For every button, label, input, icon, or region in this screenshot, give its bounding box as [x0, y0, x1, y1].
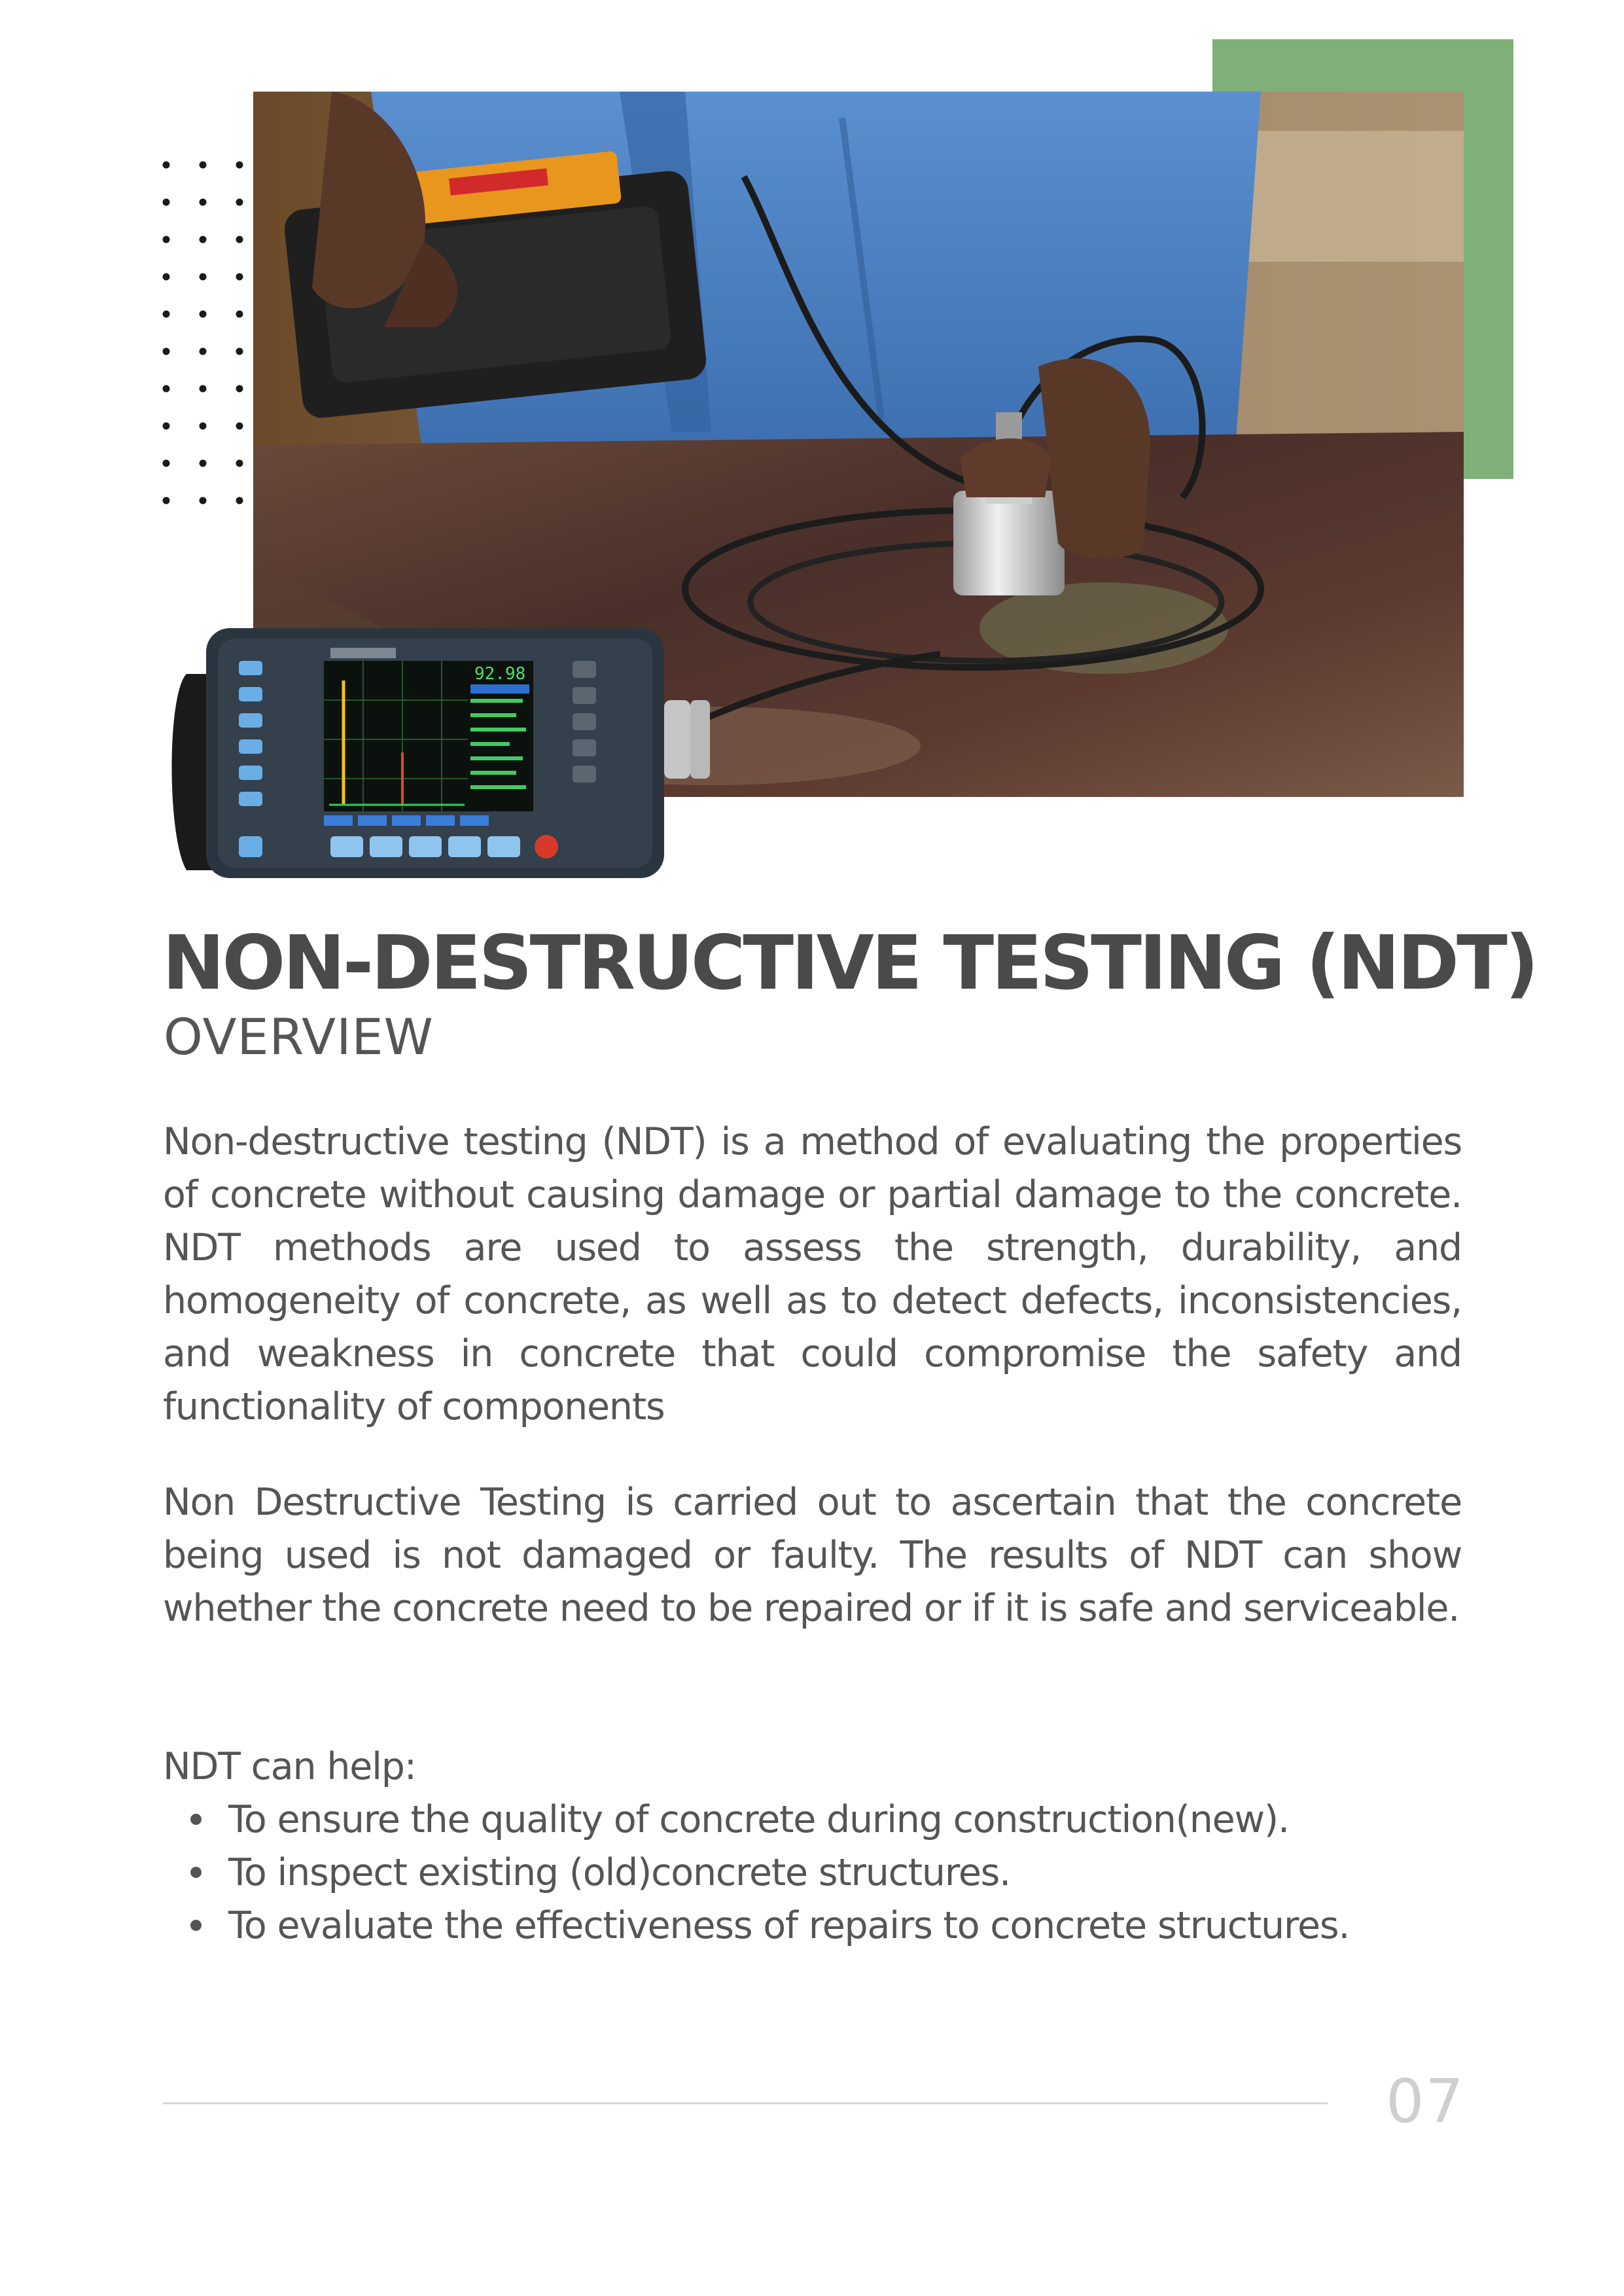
grid-dot: [163, 460, 170, 467]
grid-dot: [200, 423, 207, 430]
grid-dot: [200, 311, 207, 318]
grid-dot: [200, 385, 207, 393]
grid-dot: [236, 274, 243, 281]
page-number: 07: [1386, 2066, 1466, 2136]
grid-dot: [200, 162, 207, 169]
overview-paragraph-2: Non Destructive Testing is carried out to ascertain that the concrete being used is not damaged or faulty. The results of NDT can show whether the concrete need to be repaired or if it is safe and serviceable.: [163, 1481, 1462, 1630]
benefits-list: [163, 1793, 1349, 1952]
list-item-text: To inspect existing (old)concrete structures.: [228, 1851, 1011, 1894]
grid-dot: [236, 199, 243, 206]
grid-dot: [163, 199, 170, 206]
overview-paragraph-1: Non-destructive testing (NDT) is a method of evaluating the properties of concrete without causing damage or partial damage to the concrete. NDT methods are used to assess the strength, durability, and homogeneity of concrete, as well as to detect defects, inconsistencies, and weakness in concrete that could compromise the safety and functionality of components: [163, 1120, 1462, 1428]
grid-dot: [163, 497, 170, 504]
list-intro: NDT can help:: [163, 1745, 416, 1788]
grid-dot: [163, 236, 170, 243]
grid-dot: [163, 311, 170, 318]
grid-dot: [163, 274, 170, 281]
grid-dot: [236, 348, 243, 355]
grid-dot: [200, 460, 207, 467]
grid-dot: [163, 348, 170, 355]
grid-dot: [236, 460, 243, 467]
grid-dot: [200, 348, 207, 355]
grid-dot: [200, 274, 207, 281]
grid-dot: [236, 236, 243, 243]
grid-dot: [236, 162, 243, 169]
bullet-icon: [190, 1920, 202, 1931]
grid-dot: [200, 497, 207, 504]
grid-dot: [200, 236, 207, 243]
bullet-icon: [190, 1867, 202, 1878]
grid-dot: [236, 385, 243, 393]
list-item: [163, 1846, 1349, 1899]
bullet-icon: [190, 1814, 202, 1825]
grid-dot: [236, 497, 243, 504]
ultrasonic-flaw-detector-device: [167, 622, 710, 878]
device-screen-reading: 92.98: [474, 664, 526, 684]
list-item-text: To evaluate the effectiveness of repairs to concrete structures.: [228, 1904, 1350, 1947]
grid-dot: [236, 423, 243, 430]
page-title: NON-DESTRUCTIVE TESTING (NDT): [162, 919, 1536, 1006]
list-item: [163, 1793, 1349, 1846]
list-item: [163, 1899, 1349, 1952]
grid-dot: [163, 423, 170, 430]
grid-dot: [163, 385, 170, 393]
list-item-text: To ensure the quality of concrete during construction(new).: [228, 1798, 1289, 1841]
grid-dot: [163, 162, 170, 169]
footer-divider: [163, 2102, 1328, 2104]
grid-dot: [200, 199, 207, 206]
grid-dot: [236, 311, 243, 318]
page-subtitle: OVERVIEW: [164, 1008, 434, 1066]
